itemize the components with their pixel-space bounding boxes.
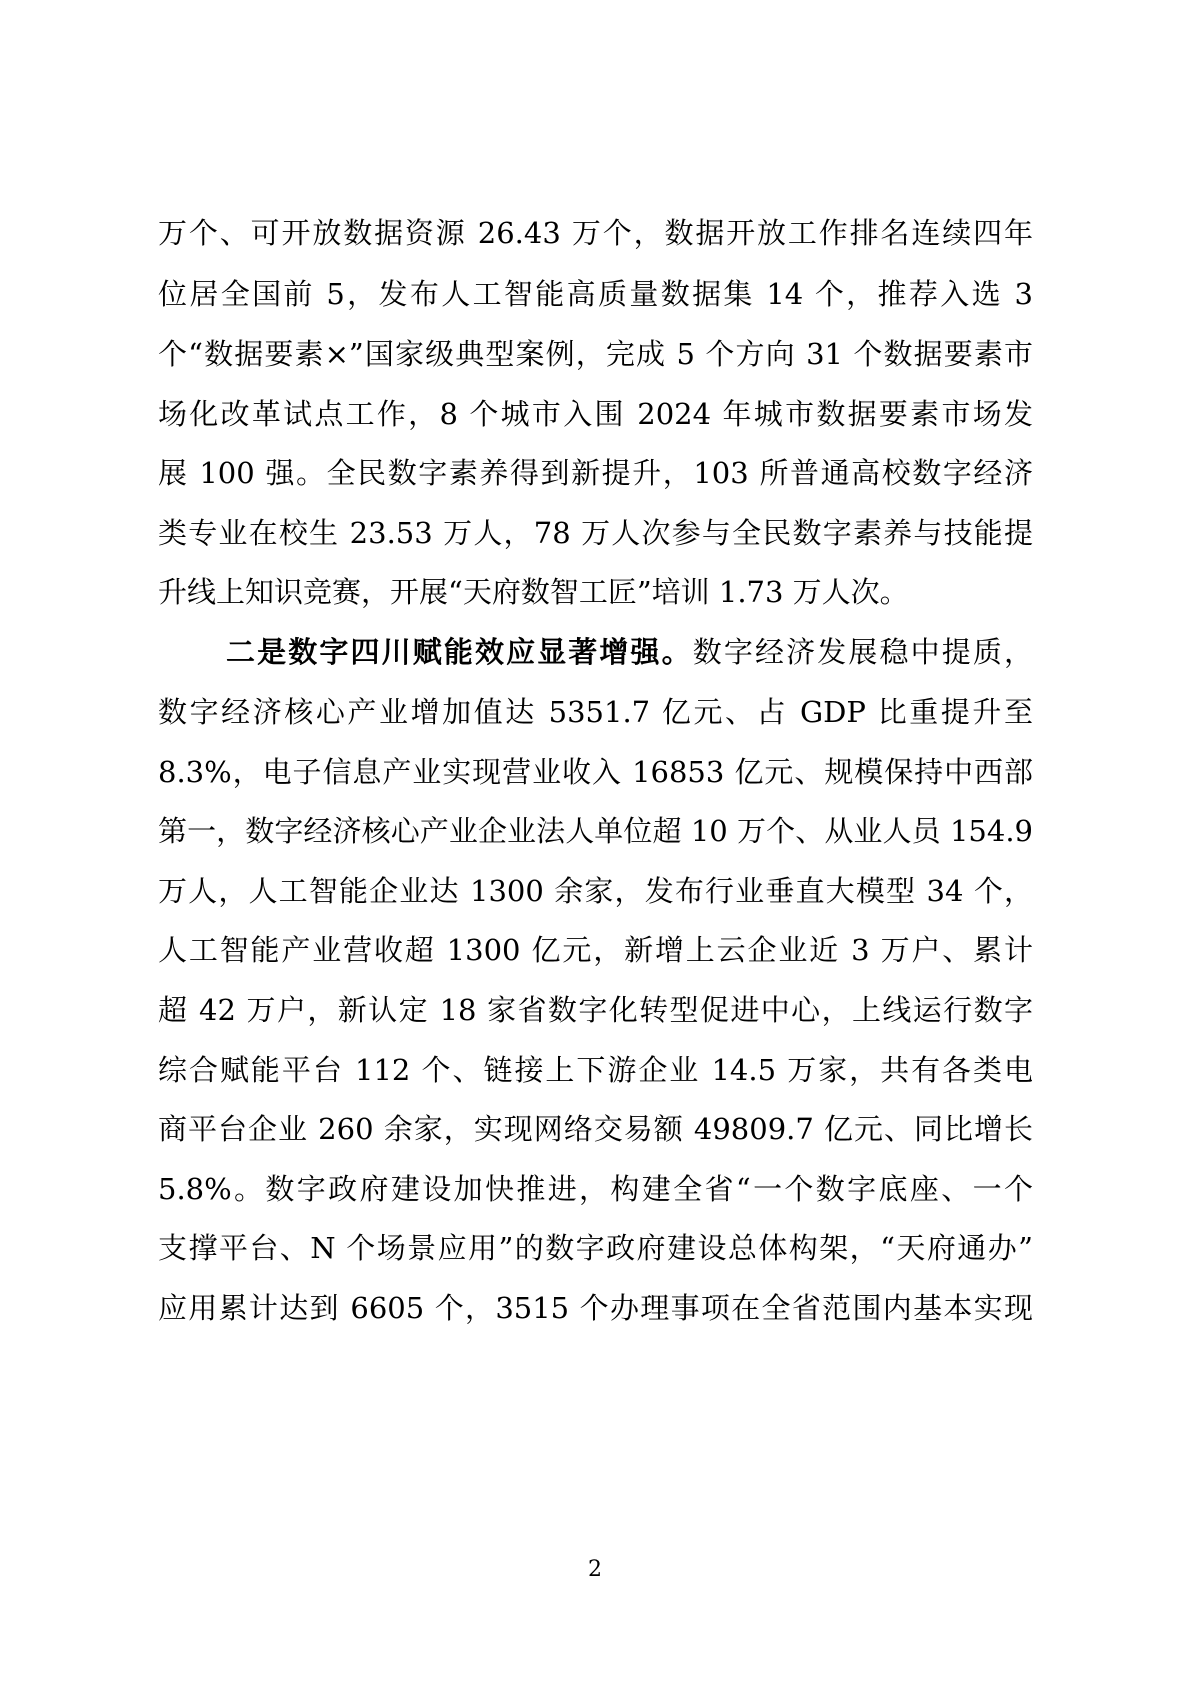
page-number: 2 bbox=[588, 1557, 602, 1582]
text-line: 展 100 强。全民数字素养得到新提升，103 所普通高校数字经济 bbox=[158, 456, 1033, 490]
paragraph-first-line bbox=[226, 630, 1033, 674]
text-line: 场化改革试点工作，8 个城市入围 2024 年城市数据要素市场发 bbox=[158, 397, 1033, 431]
section-heading: 二是数字四川赋能效应显著增强。 bbox=[226, 635, 693, 669]
text-line: 类专业在校生 23.53 万人，78 万人次参与全民数字素养与技能提 bbox=[158, 516, 1033, 550]
text-line: 数字经济核心产业增加值达 5351.7 亿元、占 GDP 比重提升至 bbox=[158, 695, 1033, 729]
text-line: 超 42 万户，新认定 18 家省数字化转型促进中心，上线运行数字 bbox=[158, 993, 1033, 1027]
text-line: 万个、可开放数据资源 26.43 万个，数据开放工作排名连续四年 bbox=[158, 216, 1033, 250]
text-line: 人工智能产业营收超 1300 亿元，新增上云企业近 3 万户、累计 bbox=[158, 933, 1033, 967]
text-line: 综合赋能平台 112 个、链接上下游企业 14.5 万家，共有各类电 bbox=[158, 1053, 1033, 1087]
text-span: 数字经济发展稳中提质， bbox=[692, 635, 1033, 669]
text-line: 第一，数字经济核心产业企业法人单位超 10 万个、从业人员 154.9 bbox=[158, 814, 1033, 848]
text-line: 支撑平台、N 个场景应用”的数字政府建设总体构架，“天府通办” bbox=[158, 1231, 1033, 1265]
text-line: 应用累计达到 6605 个，3515 个办理事项在全省范围内基本实现 bbox=[158, 1291, 1033, 1325]
text-line: 万人，人工智能企业达 1300 余家，发布行业垂直大模型 34 个， bbox=[158, 874, 1033, 908]
text-line: 升线上知识竞赛，开展“天府数智工匠”培训 1.73 万人次。 bbox=[158, 575, 909, 609]
text-line: 5.8%。数字政府建设加快推进，构建全省“一个数字底座、一个 bbox=[158, 1172, 1033, 1206]
text-line: 8.3%，电子信息产业实现营业收入 16853 亿元、规模保持中西部 bbox=[158, 755, 1033, 789]
text-line: 商平台企业 260 余家，实现网络交易额 49809.7 亿元、同比增长 bbox=[158, 1112, 1033, 1146]
text-line: 位居全国前 5，发布人工智能高质量数据集 14 个，推荐入选 3 bbox=[158, 277, 1033, 311]
text-line: 个“数据要素×”国家级典型案例，完成 5 个方向 31 个数据要素市 bbox=[158, 337, 1033, 371]
